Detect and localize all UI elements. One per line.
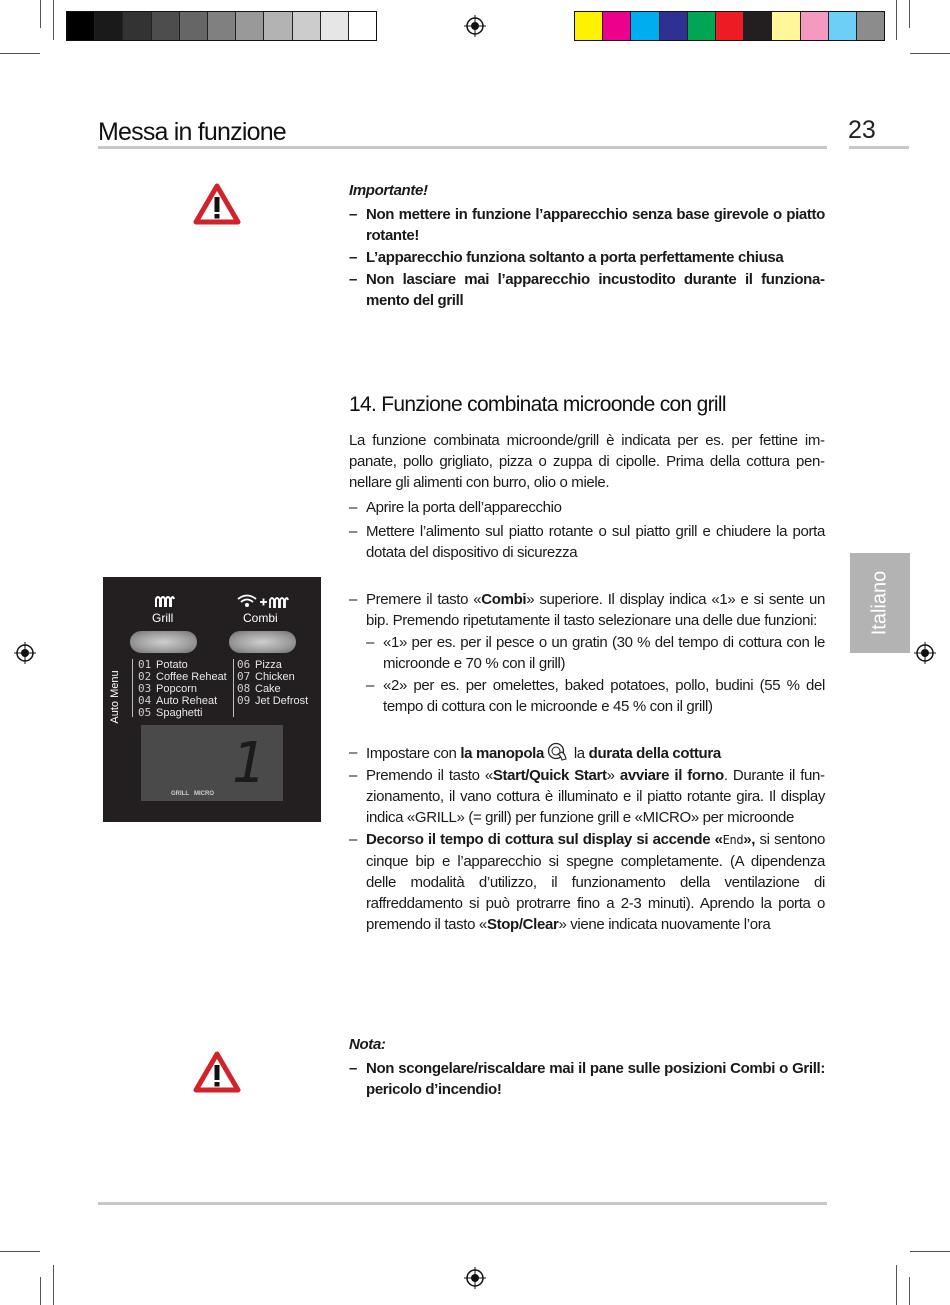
crop-mark <box>40 0 41 28</box>
color-swatch <box>575 12 603 40</box>
color-calibration-bar <box>574 11 885 41</box>
color-swatch <box>321 12 349 40</box>
menu-item: 06 Pizza <box>237 658 282 671</box>
crop-mark <box>910 1251 950 1252</box>
color-swatch <box>264 12 292 40</box>
grayscale-calibration-bar <box>66 11 377 41</box>
sub-item: – «1» per es. per il pesce o un gratin (30 % del tempo di cottura con le microonde e 70 % con il grill) <box>366 634 825 672</box>
step-knob: – Impostare con la manopola la durata della cottura <box>349 744 721 762</box>
menu-item: 05 Spaghetti <box>138 706 203 719</box>
step-combi: – Premere il tasto «Combi» superiore. Il display indica «1» e si sente un bip. Premendo ripetutamente il tasto selezionare una delle due funzioni: <box>349 591 826 629</box>
crop-mark <box>909 1277 910 1305</box>
warning-triangle-icon <box>193 1051 241 1093</box>
lcd-display <box>141 725 283 801</box>
menu-item: 09 Jet Defrost <box>237 694 309 707</box>
step-item: – Mettere l’alimento sul piatto rotante o sul piatto grill e chiudere la porta dotata del dispositivo di sicurezza <box>349 523 825 561</box>
important-heading: Importante! <box>349 182 428 199</box>
color-swatch <box>67 12 95 40</box>
lcd-grill-indicator: GRILL <box>171 791 189 797</box>
combi-label: Combi <box>243 611 278 625</box>
warning-item: – Non lasciare mai l’apparecchio incustodito durante il funzionamento del grill <box>349 271 825 309</box>
color-swatch <box>801 12 829 40</box>
crop-mark <box>896 1265 897 1305</box>
color-swatch <box>603 12 631 40</box>
auto-menu-list-right <box>237 659 308 707</box>
note-heading: Nota: <box>349 1036 386 1053</box>
color-swatch <box>293 12 321 40</box>
page-title: Messa in funzione <box>98 118 286 146</box>
sub-item: – «2» per es. per omelettes, baked potatoes, pollo, budini (55 % del tempo di cottura con le microonde e 45 % con il grill) <box>366 677 825 715</box>
color-swatch <box>857 12 884 40</box>
registration-mark-icon <box>14 642 36 664</box>
crop-mark <box>896 0 897 40</box>
color-swatch <box>744 12 772 40</box>
color-swatch <box>208 12 236 40</box>
menu-item: 03 Popcorn <box>138 682 197 695</box>
step-item: – Aprire la porta dell’apparecchio <box>349 499 562 516</box>
crop-mark <box>909 0 910 28</box>
language-tab-label: Italiano <box>868 570 891 636</box>
color-swatch <box>688 12 716 40</box>
menu-item: 08 Cake <box>237 682 281 695</box>
color-swatch <box>631 12 659 40</box>
menu-item: 02 Coffee Reheat <box>138 670 227 683</box>
color-swatch <box>716 12 744 40</box>
crop-mark <box>53 0 54 40</box>
combi-icon <box>236 593 290 609</box>
section-intro-block <box>349 430 825 564</box>
color-swatch <box>829 12 857 40</box>
registration-mark-icon <box>464 1267 486 1289</box>
color-swatch <box>236 12 264 40</box>
color-swatch <box>123 12 151 40</box>
color-swatch <box>349 12 376 40</box>
lcd-micro-indicator: MICRO <box>194 791 214 797</box>
menu-divider <box>132 659 133 717</box>
menu-divider <box>233 659 234 717</box>
crop-mark <box>53 1265 54 1305</box>
crop-mark <box>0 1251 40 1252</box>
menu-item: 01 Potato <box>138 658 188 671</box>
color-swatch <box>95 12 123 40</box>
important-notice <box>349 180 825 312</box>
bottom-rule <box>98 1202 827 1205</box>
title-rule <box>98 146 827 149</box>
crop-mark <box>0 53 40 54</box>
warning-item: – L’apparecchio funziona soltanto a porta perfettamente chiusa <box>349 249 784 266</box>
crop-mark <box>910 53 950 54</box>
color-swatch <box>772 12 800 40</box>
step-start: – Premendo il tasto «Start/Quick Start» avviare il forno. Durante il funzionamento, il vano cottura è illuminato e il piatto rotante gira. Il display indica «GRILL» (= grill) per funzione grill e «MICRO» per microonde <box>349 767 826 826</box>
combi-button <box>229 631 296 653</box>
color-swatch <box>180 12 208 40</box>
control-panel-illustration <box>103 577 321 822</box>
page-number: 23 <box>848 116 876 144</box>
page-number-rule <box>849 146 909 149</box>
warning-triangle-icon <box>193 183 241 225</box>
registration-mark-icon <box>914 642 936 664</box>
lcd-digit: 1 <box>231 731 265 796</box>
note-notice <box>349 1034 825 1101</box>
auto-menu-label: Auto Menu <box>109 670 121 724</box>
grill-label: Grill <box>152 611 174 625</box>
crop-mark <box>40 1277 41 1305</box>
section-intro: La funzione combinata microonde/grill è indicata per es. per fettine impanate, pollo grigliato, pizza o zuppa di cipolle. Prima della cottura pennellare gli alimenti con burro, olio o miele. <box>349 432 825 491</box>
combi-steps-block <box>349 589 825 718</box>
knob-hand-icon <box>546 742 568 762</box>
grill-button <box>130 631 197 653</box>
menu-item: 07 Chicken <box>237 670 295 683</box>
grill-icon <box>154 595 176 608</box>
color-swatch <box>152 12 180 40</box>
section-title: 14. Funzione combinata microonde con grill <box>349 393 726 416</box>
warning-item: – Non mettere in funzione l’apparecchio senza base girevole o piatto rotante! <box>349 206 825 244</box>
step-end: – Decorso il tempo di cottura sul display si accende «End», si sentono cinque bip e l’apparecchio si spegne completamente. (A dipendenza delle modalità d’utilizzo, il funzionamento della ventilazione di raffreddamento si può protrarre fino a 2-3 minuti). Aprendo la porta o premendo il tasto «Stop/Clear» viene indicata nuovamente l’ora <box>349 831 825 933</box>
note-item: – Non scongelare/riscaldare mai il pane sulle posizioni Combi o Grill: pericolo d’incendio! <box>349 1060 825 1098</box>
auto-menu-list-left <box>138 659 227 719</box>
language-tab <box>850 553 910 653</box>
registration-mark-icon <box>464 15 486 37</box>
color-swatch <box>660 12 688 40</box>
cooking-steps-block <box>349 742 825 936</box>
menu-item: 04 Auto Reheat <box>138 694 218 707</box>
